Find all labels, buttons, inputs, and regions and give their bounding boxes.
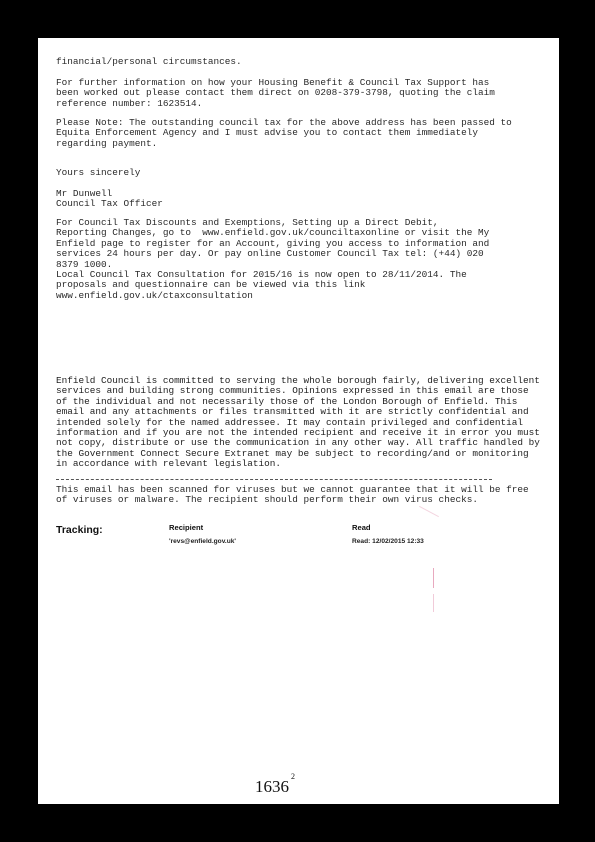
virus-scan-notice: This email has been scanned for viruses but we cannot guarantee that it will be free of viruses or malware. The recipient should perform their own virus checks. <box>56 484 529 506</box>
pink-scan-mark <box>433 568 434 588</box>
circumstances-line: financial/personal circumstances. <box>56 56 242 67</box>
recipient-header: Recipient <box>169 523 204 532</box>
page-number <box>255 772 295 797</box>
page-superscript: 2 <box>291 772 295 782</box>
closing-line: Yours sincerely <box>56 167 141 178</box>
discounts-paragraph: For Council Tax Discounts and Exemptions, Setting up a Direct Debit, Reporting Changes, go to www.enfield.gov.uk/counciltaxonline or visit the My Enfield page to register for an Account, giving you access to information and services 24 hours per day. Or pay online Customer Council Tax tel: (+44) 020 8379 1000. Local Council Tax Consultation for 2015/16 is now open to 28/11/2014. The proposals and questionnaire can be viewed via this link www.enfield.gov.uk/ctaxconsultation <box>56 217 490 301</box>
dashed-separator <box>56 479 492 480</box>
council-disclaimer: Enfield Council is committed to serving the whole borough fairly, delivering excellent services and building strong communities. Opinions expressed in this email are those of the individual and not necessarily those of the London Borough of Enfield. This email and any attachments or files transmitted with it are strictly confidential and intended solely for the named addressee. It may contain privileged and confidential information and if you are not the intended recipient and receive it in error you must not copy, distribute or use the communication in any other way. All traffic handled by the Government Connect Secure Extranet may be subject to recording/and or monitoring in accordance with relevant legislation. <box>56 375 540 470</box>
read-value: Read: 12/02/2015 12:33 <box>352 538 424 545</box>
read-header: Read <box>352 523 371 532</box>
please-note-paragraph: Please Note: The outstanding council tax for the above address has been passed to Equita Enforcement Agency and I must advise you to contact them immediately regarding payment. <box>56 117 512 149</box>
pink-scan-mark <box>433 594 434 612</box>
document-page <box>38 38 559 804</box>
further-info-paragraph: For further information on how your Housing Benefit & Council Tax Support has been worked out please contact them direct on 0208-379-3798, quoting the claim reference number: 1623514. <box>56 77 495 109</box>
tracking-label: Tracking: <box>56 524 103 536</box>
pink-scan-mark <box>419 506 439 517</box>
recipient-value: 'revs@enfield.gov.uk' <box>169 538 236 545</box>
signatory-block: Mr Dunwell Council Tax Officer <box>56 188 163 210</box>
page-number-value: 1636 <box>255 777 289 796</box>
